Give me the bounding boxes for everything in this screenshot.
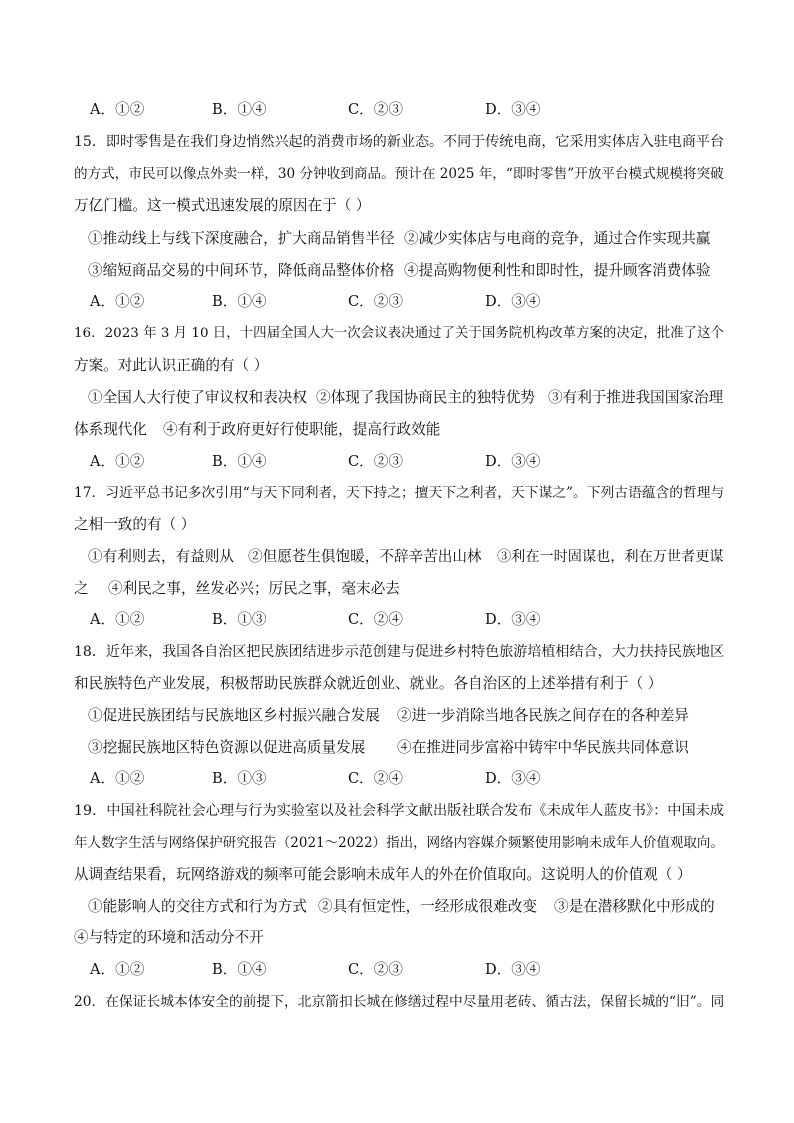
q17-stem-line-1: 17．习近平总书记多次引用“与天下同利者，天下持之；擅天下之利者，天下谋之”。下列古语蕴含的哲理与 (74, 485, 725, 501)
option-c[interactable]: C．②③ (348, 453, 403, 470)
option-b[interactable]: B．①④ (212, 101, 267, 118)
option-d[interactable]: D．③④ (485, 453, 541, 470)
option-a[interactable]: A．①② (90, 611, 145, 628)
option-d[interactable]: D．③④ (485, 293, 541, 310)
option-d[interactable]: D．③④ (485, 770, 541, 787)
option-b[interactable]: B．①④ (212, 453, 267, 470)
q17-statement-3-cont: 之 (74, 580, 89, 597)
q16-statement-3: ③有利于推进我国国家治理 (548, 389, 724, 406)
q15-stem-line-1: 15．即时零售是在我们身边悄然兴起的消费市场的新业态。不同于传统电商，它采用实体店入驻电商平台 (74, 134, 724, 150)
option-a[interactable]: A．①② (90, 293, 145, 310)
q17-statement-4: ④利民之事，丝发必兴；厉民之事，毫末必去 (108, 580, 400, 597)
q16-statement-1: ①全国人大行使了审议权和表决权 (88, 389, 307, 406)
option-a[interactable]: A．①② (90, 101, 145, 118)
q19-statement-4: ④与特定的环境和活动分不开 (74, 929, 264, 946)
option-c[interactable]: C．②③ (348, 961, 403, 978)
q16-stem-line-1: 16．2023 年 3 月 10 日，十四届全国人大一次会议表决通过了关于国务院机构改革方案的决定，批准了这个 (74, 326, 724, 341)
q16-statement-4: ④有利于政府更好行使职能，提高行政效能 (163, 421, 441, 438)
q19-stem-line-1: 19．中国社科院社会心理与行为实验室以及社会科学文献出版社联合发布《未成年人蓝皮书》：中国未成 (74, 803, 725, 819)
option-b[interactable]: B．①③ (212, 611, 267, 628)
q18-statement-3: ③挖掘民族地区特色资源以促进高质量发展 (88, 739, 366, 756)
option-b[interactable]: B．①③ (212, 770, 267, 787)
option-b[interactable]: B．①④ (212, 293, 267, 310)
q15-stem-line-2: 的方式，市民可以像点外卖一样，30 分钟收到商品。预计在 2025 年，“即时零售”开放平台模式规模将突破 (74, 166, 724, 182)
option-c[interactable]: C．②④ (348, 770, 403, 787)
option-d[interactable]: D．③④ (485, 101, 541, 118)
q17-statement-1: ①有利则去，有益则从 (88, 548, 234, 565)
q15-stem-line-3: 万亿门槛。这一模式迅速发展的原因在于（ ） (74, 197, 371, 214)
q19-stem-line-3: 从调查结果看，玩网络游戏的频率可能会影响未成年人的外在价值取向。这说明人的价值观（ ） (74, 866, 692, 883)
q19-stem-line-2: 年人数字生活与网络保护研究报告（2021～2022）指出，网络内容媒介频繁使用影响未成年人价值观取向。 (74, 835, 724, 851)
q16-stem-line-2: 方案。对此认识正确的有（ ） (74, 357, 269, 374)
option-a[interactable]: A．①② (90, 961, 145, 978)
q19-statement-3: ③是在潜移默化中形成的 (554, 898, 715, 915)
option-c[interactable]: C．②④ (348, 611, 403, 628)
q16-statement-3-cont: 体系现代化 (74, 421, 147, 438)
option-c[interactable]: C．②③ (348, 293, 403, 310)
q19-statement-2: ②具有恒定性，一经形成很难改变 (318, 898, 537, 915)
q15-statement-1: ①推动线上与线下深度融合，扩大商品销售半径 (88, 230, 395, 247)
option-a[interactable]: A．①② (90, 770, 145, 787)
q18-statement-2: ②进一步消除当地各民族之间存在的各种差异 (397, 707, 689, 724)
q18-stem-line-2: 和民族特色产业发展，积极帮助民族群众就近创业、就业。各自治区的上述举措有利于（ ） (74, 675, 663, 692)
option-c[interactable]: C．②③ (348, 101, 403, 118)
option-a[interactable]: A．①② (90, 453, 145, 470)
q15-statement-2: ②减少实体店与电商的竞争，通过合作实现共赢 (404, 230, 711, 247)
q16-statement-2: ②体现了我国协商民主的独特优势 (316, 389, 535, 406)
q17-statement-2: ②但愿苍生俱饱暖，不辞辛苦出山林 (248, 548, 482, 565)
q20-stem-line-1: 20．在保证长城本体安全的前提下，北京箭扣长城在修缮过程中尽量用老砖、循古法，保留长城的“旧”。同 (74, 994, 725, 1010)
option-b[interactable]: B．①④ (212, 961, 267, 978)
option-d[interactable]: D．③④ (485, 611, 541, 628)
q17-stem-line-2: 之相一致的有（ ） (74, 516, 196, 533)
q17-statement-3: ③利在一时固谋也，利在万世者更谋 (497, 549, 724, 565)
q15-statement-4: ④提高购物便利性和即时性，提升顾客消费体验 (404, 262, 711, 279)
q18-stem-line-1: 18．近年来，我国各自治区把民族团结进步示范创建与促进乡村特色旅游培植相结合，大力扶持民族地区 (74, 644, 724, 660)
q15-statement-3: ③缩短商品交易的中间环节，降低商品整体价格 (88, 262, 395, 279)
option-d[interactable]: D．③④ (485, 961, 541, 978)
q19-statement-1: ①能影响人的交往方式和行为方式 (88, 898, 307, 915)
q18-statement-4: ④在推进同步富裕中铸牢中华民族共同体意识 (397, 739, 689, 756)
q18-statement-1: ①促进民族团结与民族地区乡村振兴融合发展 (88, 707, 380, 724)
